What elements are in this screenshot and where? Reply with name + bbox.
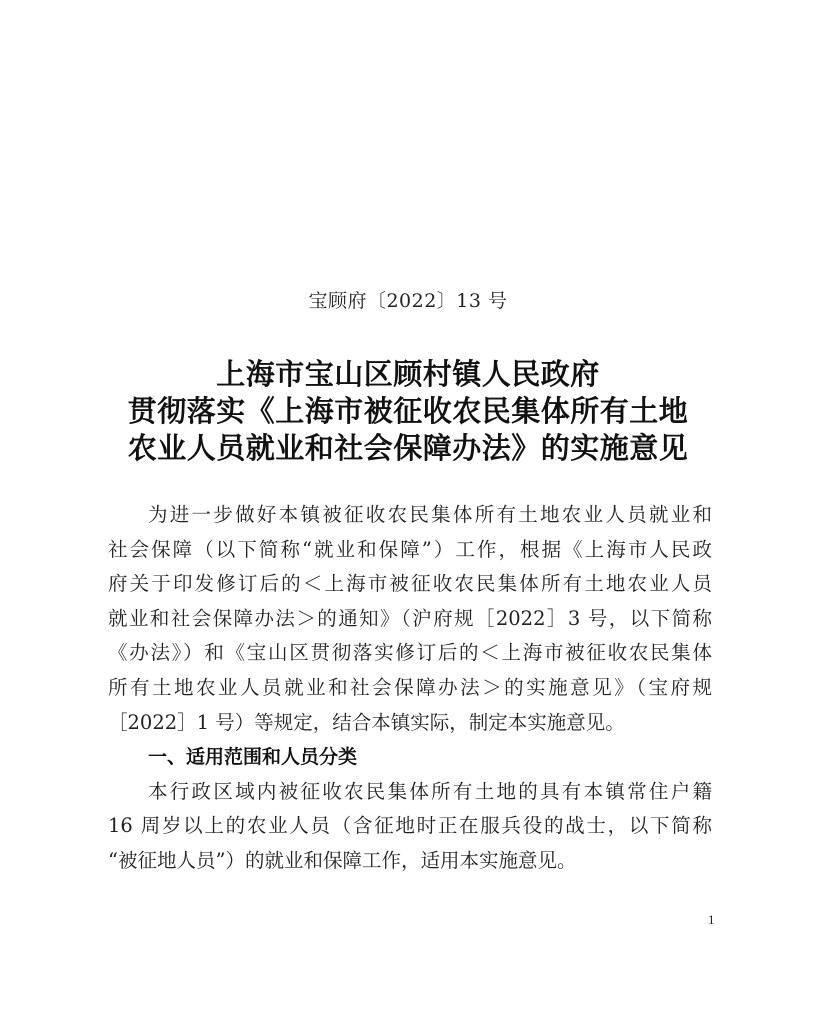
page-number: 1 xyxy=(708,912,715,927)
title-line-1: 上海市宝山区顾村镇人民政府 xyxy=(216,357,600,391)
paragraph-line: 为进一步做好本镇被征收农民集体所有土地农业人员就业和 xyxy=(148,503,712,526)
paragraph-line: 社会保障（以下简称“就业和保障”）工作，根据《上海市人民政 xyxy=(108,537,712,561)
paragraph-line: 16 周岁以上的农业人员（含征地时正在服兵役的战士，以下简称 xyxy=(108,814,712,838)
paragraph-line: ［2022］1 号）等规定，结合本镇实际，制定本实施意见。 xyxy=(108,710,625,734)
intro-paragraph xyxy=(108,498,712,740)
document-number: 宝顾府〔2022〕13 号 xyxy=(308,290,508,312)
paragraph-line: 本行政区域内被征收农民集体所有土地的具有本镇常住户籍 xyxy=(148,779,712,803)
paragraph-line: 府关于印发修订后的＜上海市被征收农民集体所有土地农业人员 xyxy=(108,572,712,596)
paragraph-line: 就业和社会保障办法＞的通知》（沪府规［2022］3 号，以下简称 xyxy=(108,606,712,630)
document-body xyxy=(108,498,712,879)
paragraph-line: “被征地人员”）的就业和保障工作，适用本实施意见。 xyxy=(108,848,577,872)
document-title xyxy=(0,356,816,467)
section-1-paragraph xyxy=(108,775,712,879)
paragraph-line: 《办法》）和《宝山区贯彻落实修订后的＜上海市被征收农民集体 xyxy=(108,641,712,665)
title-line-3: 农业人员就业和社会保障办法》的实施意见 xyxy=(127,431,689,465)
section-heading: 一、适用范围和人员分类 xyxy=(148,746,358,769)
paragraph-line: 所有土地农业人员就业和社会保障办法＞的实施意见》（宝府规 xyxy=(108,675,712,699)
title-line-2: 贯彻落实《上海市被征收农民集体所有土地 xyxy=(127,394,689,428)
